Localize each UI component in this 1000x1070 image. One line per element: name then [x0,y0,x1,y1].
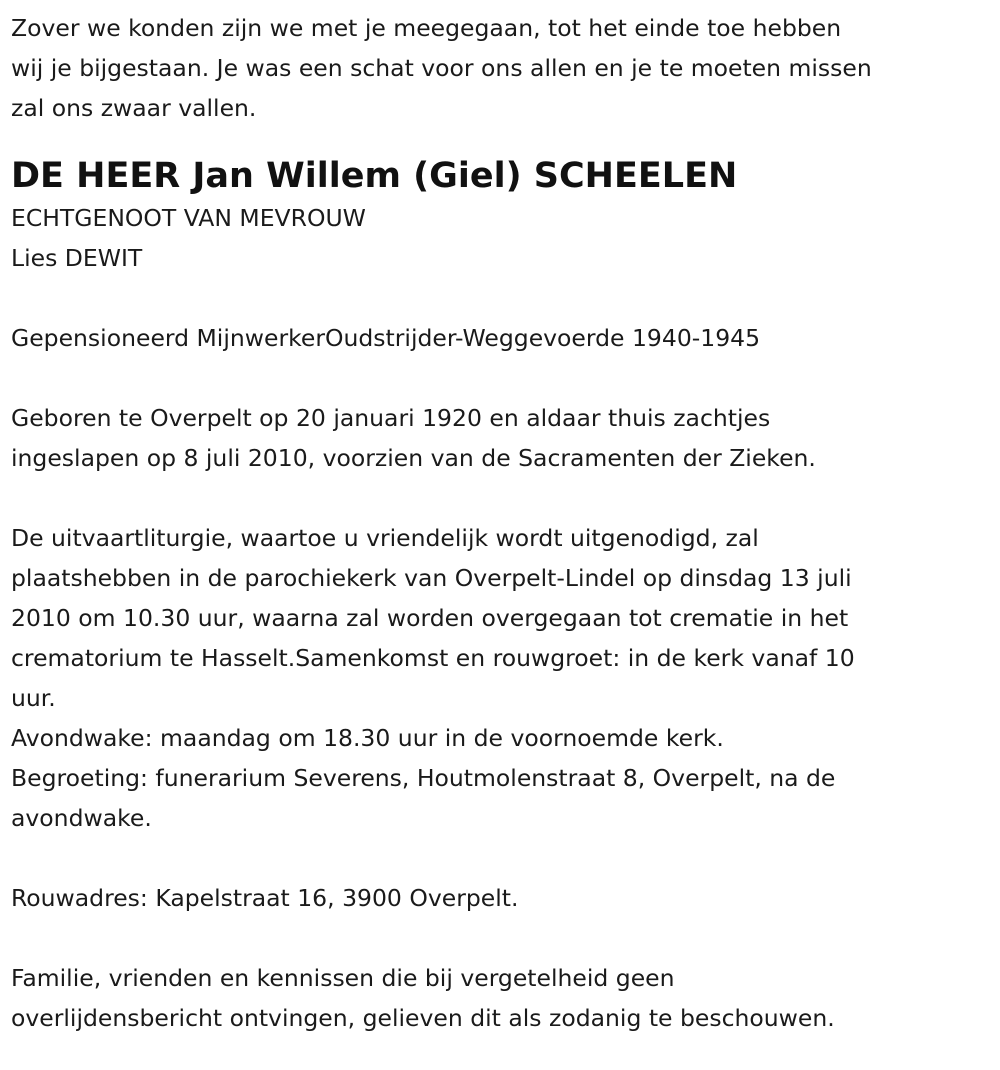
funeral-line: 2010 om 10.30 uur, waarna zal worden overgegaan tot crematie in het [11,604,849,632]
birth-death-line: Geboren te Overpelt op 20 januari 1920 en aldaar thuis zachtjes [11,404,771,432]
greeting-line: avondwake. [11,804,152,832]
closing-line: overlijdensbericht ontvingen, gelieven dit als zodanig te beschouwen. [11,1004,835,1032]
closing-line: Familie, vrienden en kennissen die bij vergetelheid geen [11,964,675,992]
spouse-name: Lies DEWIT [11,244,143,272]
funeral-line: crematorium te Hasselt.Samenkomst en rouwgroet: in de kerk vanaf 10 [11,644,855,672]
funeral-line: uur. [11,684,56,712]
birth-death-paragraph [11,398,991,478]
mourning-address: Rouwadres: Kapelstraat 16, 3900 Overpelt. [11,884,519,912]
wake-line: Avondwake: maandag om 18.30 uur in de voornoemde kerk. [11,724,724,752]
greeting-line: Begroeting: funerarium Severens, Houtmolenstraat 8, Overpelt, na de [11,764,836,792]
relation-line: ECHTGENOOT VAN MEVROUW [11,204,366,232]
funeral-paragraph [11,518,991,838]
intro-line: wij je bijgestaan. Je was een schat voor ons allen en je te moeten missen [11,54,872,82]
birth-death-line: ingeslapen op 8 juli 2010, voorzien van de Sacramenten der Zieken. [11,444,816,472]
obituary-document [11,8,991,1038]
occupation-line: Gepensioneerd MijnwerkerOudstrijder-Weggevoerde 1940-1945 [11,324,761,352]
intro-line: Zover we konden zijn we met je meegegaan, tot het einde toe hebben [11,14,842,42]
funeral-line: plaatshebben in de parochiekerk van Overpelt-Lindel op dinsdag 13 juli [11,564,852,592]
intro-line: zal ons zwaar vallen. [11,94,257,122]
closing-paragraph [11,958,991,1038]
deceased-name: DE HEER Jan Willem (Giel) SCHEELEN [11,156,738,196]
intro-paragraph [11,8,991,128]
funeral-line: De uitvaartliturgie, waartoe u vriendelijk wordt uitgenodigd, zal [11,524,759,552]
